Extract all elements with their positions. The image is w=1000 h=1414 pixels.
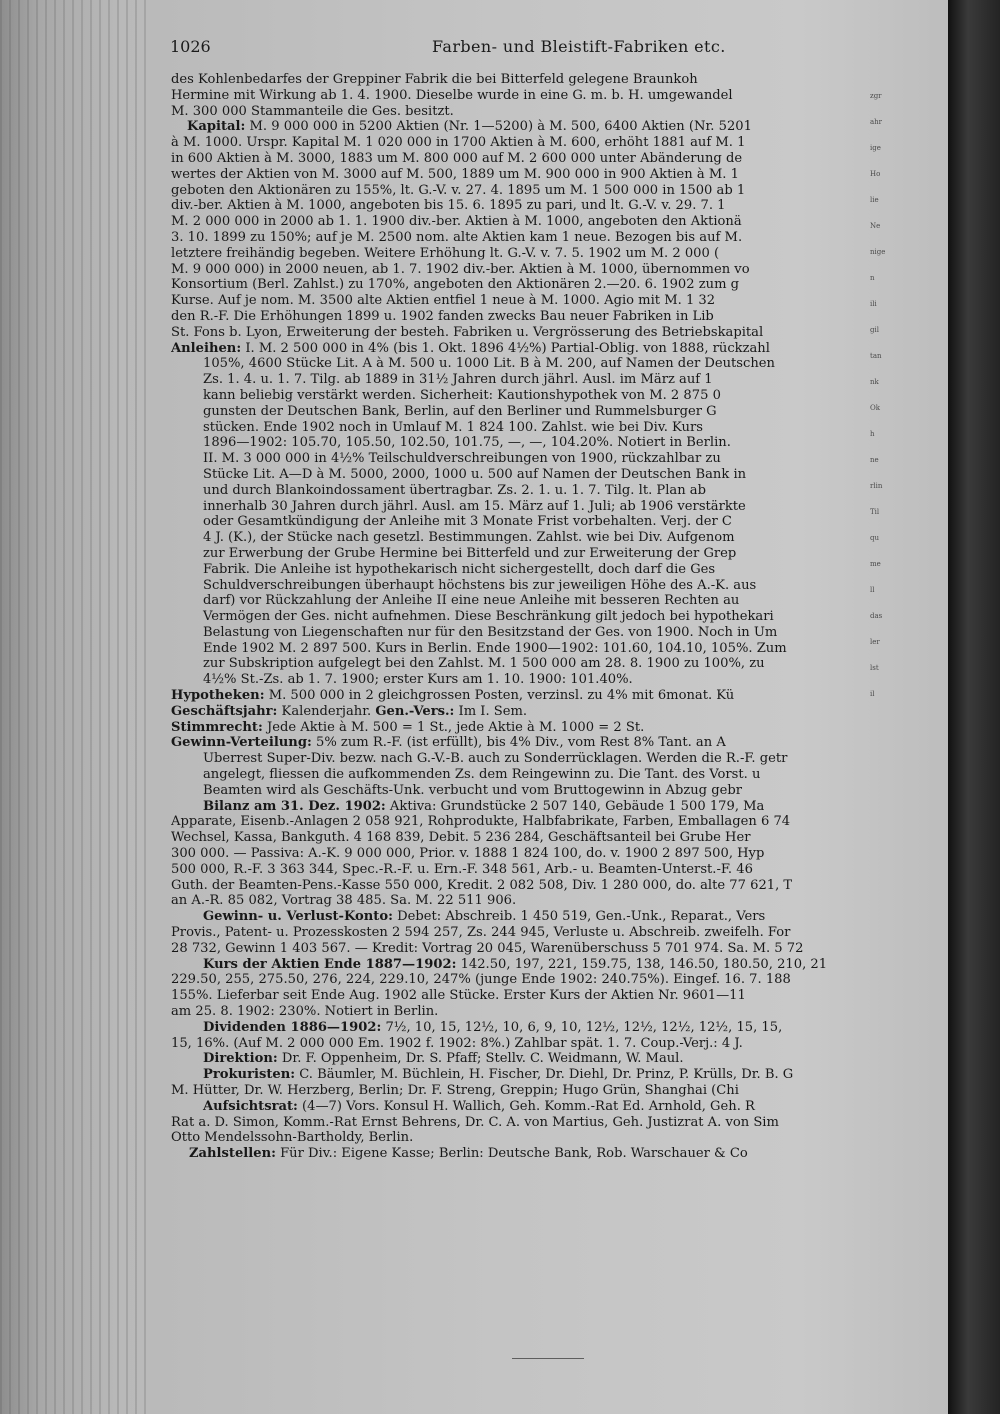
text-line: [171, 878, 933, 894]
text-line: [171, 720, 933, 736]
text-line: [171, 388, 933, 404]
line-text: Vermögen der Ges. nicht aufnehmen. Diese Beschränkung gilt jedoch bei hypothekari: [203, 609, 774, 625]
text-line: [171, 372, 933, 388]
line-text: Für Div.: Eigene Kasse; Berlin: Deutsche Bank, Rob. Warschauer & Co: [275, 1146, 748, 1162]
line-text: 7½, 10, 15, 12½, 10, 6, 9, 10, 12½, 12½, 12½, 12½, 15, 15,: [381, 1019, 783, 1035]
line-text: Schuldverschreibungen überhaupt höchstens bis zur jeweiligen Höhe des A.-K. aus: [203, 577, 757, 593]
section-label: Direktion:: [203, 1051, 278, 1067]
line-text: 15, 16%. (Auf M. 2 000 000 Em. 1902 f. 1902: 8%.) Zahlbar spät. 1. 7. Coup.-Verj.: 4 J.: [171, 1035, 743, 1051]
edge-fragment: ili: [870, 300, 877, 308]
line-text: Jede Aktie à M. 500 = 1 St., jede Aktie à M. 1000 = 2 St.: [262, 719, 645, 735]
binding-gutter: [0, 0, 150, 1414]
section-label: Geschäftsjahr:: [171, 703, 278, 719]
edge-fragment: ige: [870, 144, 881, 152]
text-line: [171, 88, 933, 104]
line-text: oder Gesamtkündigung der Anleihe mit 3 Monate Frist vorbehalten. Verj. der C: [203, 514, 732, 530]
line-text: Im I. Sem.: [454, 703, 528, 719]
edge-fragment: Ok: [870, 404, 880, 412]
edge-fragment: ler: [870, 638, 880, 646]
line-text: Belastung von Liegenschaften nur für den Besitzstand der Ges. von 1900. Noch in Um: [203, 624, 778, 640]
line-text: letztere freihändig begeben. Weitere Erhöhung lt. G.-V. v. 7. 5. 1902 um M. 2 000 (: [171, 245, 720, 261]
edge-fragment: ne: [870, 456, 879, 464]
text-line: [171, 1099, 933, 1115]
text-line: [171, 1115, 933, 1131]
edge-fragment: zgr: [870, 92, 882, 100]
line-text: Provis., Patent- u. Prozesskosten 2 594 257, Zs. 244 945, Verluste u. Abschreib. zweifelh. For: [171, 925, 791, 941]
line-text: des Kohlenbedarfes der Greppiner Fabrik die bei Bitterfeld gelegene Braunkoh: [171, 72, 698, 87]
text-line: [171, 483, 933, 499]
line-text: in 600 Aktien à M. 3000, 1883 um M. 800 000 auf M. 2 600 000 unter Abänderung de: [171, 150, 743, 166]
text-line: [171, 420, 933, 436]
text-line: [171, 151, 933, 167]
text-line: [171, 1146, 933, 1162]
section-label: Gewinn- u. Verlust-Konto:: [203, 909, 393, 925]
line-text: geboten den Aktionären zu 155%, lt. G.-V. v. 27. 4. 1895 um M. 1 500 000 in 1500 ab 1: [171, 182, 746, 198]
text-line: [171, 119, 933, 135]
text-line: [171, 578, 933, 594]
line-text: kann beliebig verstärkt werden. Sicherheit: Kautionshypothek von M. 2 875 0: [203, 387, 721, 403]
text-line: [171, 1004, 933, 1020]
line-text: C. Bäumler, M. Büchlein, H. Fischer, Dr. Diehl, Dr. Prinz, P. Krülls, Dr. B. G: [295, 1067, 794, 1083]
line-text: 1896—1902: 105.70, 105.50, 102.50, 101.75, —, —, 104.20%. Notiert in Berlin.: [203, 435, 731, 451]
text-line: [171, 862, 933, 878]
section-label: Stimmrecht:: [171, 719, 263, 735]
line-text: zur Erwerbung der Grube Hermine bei Bitterfeld und zur Erweiterung der Grep: [203, 545, 737, 561]
text-line: [171, 72, 933, 88]
text-line: [171, 1051, 933, 1067]
edge-fragment: gil: [870, 326, 879, 334]
end-rule: [512, 1358, 584, 1359]
line-text: 300 000. — Passiva: A.-K. 9 000 000, Prior. v. 1888 1 824 100, do. v. 1900 2 897 500, Hyp: [171, 846, 765, 862]
text-line: [171, 593, 933, 609]
line-text: Fabrik. Die Anleihe ist hypothekarisch nicht sichergestellt, doch darf die Ges: [203, 561, 716, 577]
edge-fragment: il: [870, 690, 875, 698]
line-text: St. Fons b. Lyon, Erweiterung der besteh. Fabriken u. Vergrösserung des Betriebskapital: [171, 324, 764, 340]
section-label: Kurs der Aktien Ende 1887—1902:: [203, 956, 457, 972]
text-line: [171, 814, 933, 830]
section-label: Prokuristen:: [203, 1067, 296, 1083]
line-text: 155%. Lieferbar seit Ende Aug. 1902 alle Stücke. Erster Kurs der Aktien Nr. 9601—11: [171, 988, 746, 1004]
line-text: Aktiva: Grundstücke 2 507 140, Gebäude 1 500 179, Ma: [385, 798, 765, 814]
text-line: [171, 104, 933, 120]
edge-fragment: qu: [870, 534, 879, 542]
edge-fragment: ahr: [870, 118, 883, 126]
section-label: Zahlstellen:: [189, 1146, 276, 1162]
edge-fragment: lie: [870, 196, 879, 204]
text-line: [171, 214, 933, 230]
edge-fragment: Ne: [870, 222, 881, 230]
line-text: Guth. der Beamten-Pens.-Kasse 550 000, Kredit. 2 082 508, Div. 1 280 000, do. alte 77 621, T: [171, 877, 793, 893]
line-text: am 25. 8. 1902: 230%. Notiert in Berlin.: [171, 1004, 439, 1020]
edge-fragment: nige: [870, 248, 886, 256]
text-line: [171, 1020, 933, 1036]
text-line: [171, 609, 933, 625]
line-text: 4 J. (K.), der Stücke nach gesetzl. Bestimmungen. Zahlst. wie bei Div. Aufgenom: [203, 530, 735, 546]
edge-fragment: me: [870, 560, 881, 568]
text-line: [171, 957, 933, 973]
line-text: Konsortium (Berl. Zahlst.) zu 170%, angeboten den Aktionären 2.—20. 6. 1902 zum g: [171, 277, 740, 293]
text-line: [171, 941, 933, 957]
text-line: [171, 404, 933, 420]
line-text: Apparate, Eisenb.-Anlagen 2 058 921, Rohprodukte, Halbfabrikate, Farben, Emballagen 6 74: [171, 814, 791, 830]
text-line: [171, 309, 933, 325]
line-text: (4—7) Vors. Konsul H. Wallich, Geh. Komm.-Rat Ed. Arnhold, Geh. R: [297, 1098, 755, 1114]
edge-fragment: Til: [870, 508, 880, 516]
text-line: [171, 704, 933, 720]
line-text: M. 300 000 Stammanteile die Ges. besitzt.: [171, 103, 454, 119]
text-line: [171, 135, 933, 151]
text-line: [171, 625, 933, 641]
text-line: [171, 1130, 933, 1146]
text-line: [171, 198, 933, 214]
line-text: zur Subskription aufgelegt bei den Zahlst. M. 1 500 000 am 28. 8. 1900 zu 100%, zu: [203, 656, 765, 672]
line-text: 229.50, 255, 275.50, 276, 224, 229.10, 247% (junge Ende 1902: 240.75%). Eingef. 16. 7. 188: [171, 972, 791, 988]
line-text: und durch Blankoindossament übertragbar. Zs. 2. 1. u. 1. 7. Tilg. lt. Plan ab: [203, 482, 706, 498]
line-text: darf) vor Rückzahlung der Anleihe II eine neue Anleihe mit besseren Rechten au: [203, 593, 740, 609]
text-line: [171, 293, 933, 309]
line-text: Kalenderjahr.: [277, 703, 376, 719]
text-line: [171, 799, 933, 815]
edge-fragment: rlin: [870, 482, 883, 490]
text-line: [171, 925, 933, 941]
text-line: [171, 688, 933, 704]
section-label: Anleihen:: [171, 340, 242, 356]
text-line: [171, 341, 933, 357]
text-line: [171, 846, 933, 862]
text-line: [171, 1083, 933, 1099]
text-line: [171, 514, 933, 530]
line-text: gunsten der Deutschen Bank, Berlin, auf den Berliner und Rummelsburger G: [203, 403, 717, 419]
section-label: Gewinn-Verteilung:: [171, 735, 312, 751]
line-text: Hermine mit Wirkung ab 1. 4. 1900. Dieselbe wurde in eine G. m. b. H. umgewandel: [171, 87, 733, 103]
text-line: [171, 325, 933, 341]
line-text: an A.-R. 85 082, Vortrag 38 485. Sa. M. 22 511 906.: [171, 893, 517, 909]
line-text: angelegt, fliessen die aufkommenden Zs. dem Reingewinn zu. Die Tant. des Vorst. u: [203, 767, 761, 783]
line-text: stücken. Ende 1902 noch in Umlauf M. 1 824 100. Zahlst. wie bei Div. Kurs: [203, 419, 703, 435]
line-text: Kurse. Auf je nom. M. 3500 alte Aktien entfiel 1 neue à M. 1000. Agio mit M. 1 32: [171, 293, 716, 309]
edge-fragment: Ho: [870, 170, 881, 178]
text-line: [171, 830, 933, 846]
line-text: Ende 1902 M. 2 897 500. Kurs in Berlin. Ende 1900—1902: 101.60, 104.10, 105%. Zum: [203, 640, 787, 656]
text-line: [171, 499, 933, 515]
running-title: Farben- und Bleistift-Fabriken etc.: [432, 37, 726, 56]
text-line: [171, 246, 933, 262]
line-text: 105%, 4600 Stücke Lit. A à M. 500 u. 1000 Lit. B à M. 200, auf Namen der Deutschen: [203, 356, 775, 372]
line-text: M. 2 000 000 in 2000 ab 1. 1. 1900 div.-ber. Aktien à M. 1000, angeboten den Aktionä: [171, 214, 742, 230]
text-line: [171, 988, 933, 1004]
line-text: Zs. 1. 4. u. 1. 7. Tilg. ab 1889 in 31½ Jahren durch jährl. Ausl. im März auf 1: [203, 372, 713, 388]
text-line: [171, 562, 933, 578]
line-text: wertes der Aktien von M. 3000 auf M. 500, 1889 um M. 900 000 in 900 Aktien à M. 1: [171, 166, 739, 182]
text-line: [171, 656, 933, 672]
line-text: M. 500 000 in 2 gleichgrossen Posten, verzinsl. zu 4% mit 6monat. Kü: [264, 688, 735, 704]
text-line: [171, 1036, 933, 1052]
edge-fragment: ll: [870, 586, 875, 594]
body-text: [171, 72, 933, 1372]
text-line: [171, 530, 933, 546]
text-line: [171, 672, 933, 688]
text-line: [171, 435, 933, 451]
edge-fragment: das: [870, 612, 883, 620]
text-line: [171, 262, 933, 278]
text-line: [171, 893, 933, 909]
line-text: 142.50, 197, 221, 159.75, 138, 146.50, 180.50, 210, 21: [456, 956, 828, 972]
section-label: Gen.-Vers.:: [375, 703, 455, 719]
text-line: [171, 356, 933, 372]
facing-page-edge: [948, 0, 1000, 1414]
line-text: I. M. 2 500 000 in 4% (bis 1. Okt. 1896 4½%) Partial-Oblig. von 1888, rückzahl: [241, 340, 770, 356]
line-text: 3. 10. 1899 zu 150%; auf je M. 2500 nom. alte Aktien kam 1 neue. Bezogen bis auf M.: [171, 229, 743, 245]
section-label: Bilanz am 31. Dez. 1902:: [203, 798, 386, 814]
text-line: [171, 230, 933, 246]
text-line: [171, 546, 933, 562]
line-text: 500 000, R.-F. 3 363 344, Spec.-R.-F. u. Ern.-F. 348 561, Arb.- u. Beamten-Unterst.-F. 46: [171, 861, 753, 877]
text-line: [171, 1067, 933, 1083]
line-text: Überrest Super-Div. bezw. nach G.-V.-B. auch zu Sonderrücklagen. Werden die R.-F. getr: [203, 751, 788, 767]
edge-fragment: h: [870, 430, 875, 438]
line-text: à M. 1000. Urspr. Kapital M. 1 020 000 in 1700 Aktien à M. 600, erhöht 1881 auf M. 1: [171, 135, 746, 151]
text-line: [171, 751, 933, 767]
line-text: Beamten wird als Geschäfts-Unk. verbucht und vom Bruttogewinn in Abzug gebr: [203, 782, 742, 798]
text-line: [171, 641, 933, 657]
line-text: Rat a. D. Simon, Komm.-Rat Ernst Behrens, Dr. C. A. von Martius, Geh. Justizrat A. von Sim: [171, 1114, 779, 1130]
line-text: innerhalb 30 Jahren durch jährl. Ausl. am 15. März auf 1. Juli; ab 1906 verstärkte: [203, 498, 746, 514]
line-text: II. M. 3 000 000 in 4½% Teilschuldverschreibungen von 1900, rückzahlbar zu: [203, 451, 721, 467]
text-line: [171, 277, 933, 293]
line-text: Stücke Lit. A—D à M. 5000, 2000, 1000 u. 500 auf Namen der Deutschen Bank in: [203, 466, 747, 482]
section-label: Dividenden 1886—1902:: [203, 1019, 382, 1035]
page-number: 1026: [170, 37, 211, 56]
text-line: [171, 909, 933, 925]
text-line: [171, 467, 933, 483]
line-text: M. 9 000 000) in 2000 neuen, ab 1. 7. 1902 div.-ber. Aktien à M. 1000, übernommen vo: [171, 261, 750, 277]
text-line: [171, 183, 933, 199]
section-label: Hypotheken:: [171, 688, 265, 704]
line-text: 28 732, Gewinn 1 403 567. — Kredit: Vortrag 20 045, Warenüberschuss 5 701 974. Sa. M. 5 72: [171, 940, 804, 956]
text-line: [171, 783, 933, 799]
line-text: M. 9 000 000 in 5200 Aktien (Nr. 1—5200) à M. 500, 6400 Aktien (Nr. 5201: [245, 119, 752, 135]
line-text: M. Hütter, Dr. W. Herzberg, Berlin; Dr. F. Streng, Greppin; Hugo Grün, Shanghai (Chi: [171, 1083, 739, 1098]
section-label: Kapital:: [187, 119, 246, 135]
line-text: 5% zum R.-F. (ist erfüllt), bis 4% Div., vom Rest 8% Tant. an A: [311, 735, 726, 751]
text-line: [171, 735, 933, 751]
line-text: Wechsel, Kassa, Bankguth. 4 168 839, Debit. 5 236 284, Geschäftsanteil bei Grube Her: [171, 830, 751, 846]
edge-fragment: tan: [870, 352, 882, 360]
edge-fragment: lst: [870, 664, 879, 672]
line-text: Debet: Abschreib. 1 450 519, Gen.-Unk., Reparat., Vers: [392, 909, 766, 925]
section-label: Aufsichtsrat:: [203, 1098, 298, 1114]
line-text: 4½% St.-Zs. ab 1. 7. 1900; erster Kurs am 1. 10. 1900: 101.40%.: [203, 672, 633, 688]
line-text: Dr. F. Oppenheim, Dr. S. Pfaff; Stellv. C. Weidmann, W. Maul.: [277, 1051, 684, 1067]
line-text: Otto Mendelssohn-Bartholdy, Berlin.: [171, 1130, 414, 1146]
page-header: [170, 37, 930, 57]
text-line: [171, 972, 933, 988]
line-text: den R.-F. Die Erhöhungen 1899 u. 1902 fanden zwecks Bau neuer Fabriken in Lib: [171, 308, 714, 324]
edge-fragment: nk: [870, 378, 879, 386]
line-text: div.-ber. Aktien à M. 1000, angeboten bis 15. 6. 1895 zu pari, und lt. G.-V. v. 29. 7. 1: [171, 198, 726, 214]
text-line: [171, 167, 933, 183]
text-line: [171, 451, 933, 467]
text-line: [171, 767, 933, 783]
edge-fragment: n: [870, 274, 875, 282]
